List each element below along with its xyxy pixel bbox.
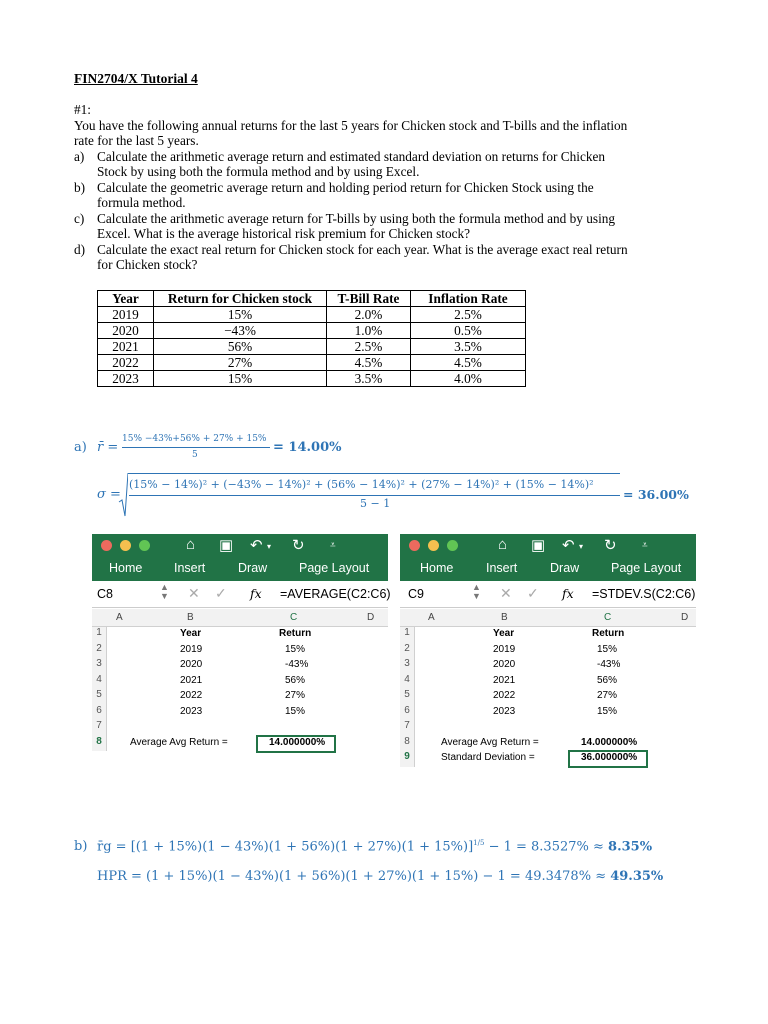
returns-table: [97, 290, 526, 387]
undo-dropdown-icon[interactable]: ▾: [267, 542, 272, 551]
cell-return-header[interactable]: Return: [279, 628, 312, 639]
cell-return[interactable]: 56%: [285, 674, 306, 686]
table-cell: 4.0%: [411, 371, 526, 387]
fx-icon[interactable]: fx: [250, 586, 262, 601]
answer-a-numerator: 15% −43%+56% + 27% + 15%: [122, 434, 267, 444]
excel-titlebar: [92, 534, 388, 557]
question-item-a-cont: Stock by using both the formula method and by using Excel.: [97, 164, 420, 179]
enter-check-icon[interactable]: ✓: [215, 585, 227, 601]
cell-avg-value[interactable]: 14.000000%: [581, 736, 638, 748]
cell-sd-value[interactable]: 36.000000%: [581, 752, 638, 763]
column-headers: [92, 609, 388, 627]
answer-b-label: b): [74, 839, 88, 854]
cell-return[interactable]: 27%: [285, 690, 306, 701]
row-number[interactable]: 3: [400, 658, 415, 674]
tab-page-layout[interactable]: Page Layout: [611, 561, 682, 575]
cell-year-header[interactable]: Year: [493, 628, 515, 639]
sqrt-overline: [128, 473, 620, 474]
sigma-result: = 36.00%: [623, 487, 689, 502]
tab-insert[interactable]: Insert: [174, 561, 206, 575]
table-cell: 2.5%: [411, 307, 526, 323]
tab-page-layout[interactable]: Page Layout: [299, 561, 370, 575]
row-number[interactable]: 2: [92, 643, 107, 659]
table-header-row: [98, 291, 526, 307]
formula-input[interactable]: =AVERAGE(C2:C6): [280, 587, 391, 601]
save-icon[interactable]: ▣: [219, 537, 234, 554]
fraction-bar: [122, 447, 270, 448]
sheet-row: [92, 705, 388, 721]
cell-year[interactable]: 2023: [493, 705, 516, 717]
cell-return[interactable]: -43%: [285, 659, 309, 670]
sheet-row: [92, 736, 388, 752]
cell-year[interactable]: 2021: [180, 674, 203, 686]
close-dot-icon[interactable]: [101, 540, 112, 551]
table-cell: 15%: [154, 307, 327, 323]
sheet-row: [400, 689, 696, 705]
cell-avg-label[interactable]: Average Avg Return =: [130, 736, 228, 748]
row-number[interactable]: 9: [400, 751, 415, 767]
sheet-row: [92, 627, 388, 643]
cell-year[interactable]: 2021: [493, 674, 516, 686]
sheet-row: [92, 689, 388, 705]
row-number[interactable]: 7: [92, 720, 107, 736]
cell-return[interactable]: -43%: [597, 659, 621, 670]
redo-icon[interactable]: ↻: [292, 537, 305, 554]
row-number[interactable]: 6: [92, 705, 107, 721]
table-header: T-Bill Rate: [327, 291, 411, 307]
cell-return[interactable]: 15%: [285, 705, 306, 717]
answer-a-result: = 14.00%: [273, 440, 342, 455]
undo-dropdown-icon[interactable]: ▾: [579, 542, 584, 551]
table-cell: −43%: [154, 323, 327, 339]
table-cell: 2022: [98, 355, 154, 371]
table-cell: 4.5%: [411, 355, 526, 371]
selected-cell-border: [256, 735, 336, 753]
sigma-numerator: (15% − 14%)² + (−43% − 14%)² + (56% − 14%)² + (27% − 14%)² + (15% − 14%)²: [129, 478, 594, 491]
fx-icon[interactable]: fx: [562, 586, 574, 601]
ribbon-tabs: [92, 557, 388, 581]
customize-toolbar-icon[interactable]: ⩡: [330, 540, 336, 551]
row-number[interactable]: 1: [92, 627, 107, 643]
column-header[interactable]: C: [604, 612, 612, 623]
row-number[interactable]: 4: [92, 674, 107, 690]
row-number[interactable]: 6: [400, 705, 415, 721]
excel-window-average: [92, 534, 391, 782]
name-box[interactable]: C9: [408, 587, 424, 601]
formula-bar: [92, 581, 391, 608]
table-row: [98, 355, 526, 371]
cell-return[interactable]: 15%: [597, 643, 618, 655]
table-cell: 3.5%: [411, 339, 526, 355]
tab-insert[interactable]: Insert: [486, 561, 518, 575]
sheet-grid[interactable]: [400, 609, 696, 767]
home-icon[interactable]: ⌂: [498, 536, 508, 553]
formula-bar: [400, 581, 696, 608]
column-header[interactable]: A: [428, 612, 435, 623]
undo-icon[interactable]: ↶: [250, 537, 263, 554]
cell-return[interactable]: 15%: [285, 643, 306, 655]
row-number[interactable]: 3: [92, 658, 107, 674]
customize-toolbar-icon[interactable]: ⩡: [642, 540, 648, 551]
question-item-b: b) Calculate the geometric average return and holding period return for Chicken Stock using the: [74, 180, 594, 195]
column-headers: [400, 609, 696, 627]
tab-home[interactable]: Home: [109, 561, 143, 575]
sheet-grid[interactable]: [92, 609, 388, 751]
cell-year[interactable]: 2022: [180, 690, 203, 701]
sheet-row: [92, 674, 388, 690]
cancel-icon[interactable]: ✕: [500, 585, 512, 601]
cell-return[interactable]: 15%: [597, 705, 618, 717]
tab-home[interactable]: Home: [420, 561, 454, 575]
sheet-row: [400, 751, 696, 767]
sheet-row: [92, 643, 388, 659]
table-cell: 0.5%: [411, 323, 526, 339]
table-row: [98, 323, 526, 339]
cell-year[interactable]: 2019: [180, 643, 203, 655]
excel-window-stdev: [400, 534, 696, 782]
table-cell: 2019: [98, 307, 154, 323]
question-number: #1:: [74, 102, 91, 117]
tab-draw[interactable]: Draw: [550, 561, 580, 575]
table-row: [98, 339, 526, 355]
column-header[interactable]: C: [290, 612, 298, 623]
minimize-dot-icon[interactable]: [120, 540, 131, 551]
excel-titlebar: [400, 534, 696, 557]
hpr-formula: HPR = (1 + 15%)(1 − 43%)(1 + 56%)(1 + 27%)(1 + 15%) − 1 = 49.3478% ≈ 49.35%: [97, 869, 664, 884]
table-cell: 2021: [98, 339, 154, 355]
cell-avg-label[interactable]: Average Avg Return =: [441, 736, 539, 748]
intro-line-2: rate for the last 5 years.: [74, 133, 199, 148]
intro-line-1: You have the following annual returns for the last 5 years for Chicken stock and T-bills and the inflation: [74, 118, 628, 133]
answer-a-denominator: 5: [192, 450, 198, 460]
sheet-row: [400, 736, 696, 752]
column-header[interactable]: D: [681, 612, 689, 623]
question-item-b-cont: formula method.: [97, 195, 186, 210]
sheet-row: [400, 720, 696, 736]
geometric-average-formula: r̄g = $[(1 + 15\%)(1 - 43\%)(1 + 56\%)(1 + 27\%)(1 + 15\%)]^{1/5} - 1 = 8.3527\% \approx 8.35\%$: [97, 839, 653, 855]
table-cell: 3.5%: [327, 371, 411, 387]
enter-check-icon[interactable]: ✓: [527, 585, 539, 601]
selected-cell-border: [568, 750, 648, 768]
sqrt-symbol: [118, 472, 128, 517]
column-header[interactable]: B: [187, 612, 194, 623]
table-header: Year: [98, 291, 154, 307]
question-item-c: c) Calculate the arithmetic average return for T-bills by using both the formula method and by using: [74, 211, 616, 226]
table-cell: 4.5%: [327, 355, 411, 371]
tab-draw[interactable]: Draw: [238, 561, 268, 575]
question-item-a: a) Calculate the arithmetic average return and estimated standard deviation on returns for Chicken: [74, 149, 606, 164]
close-dot-icon[interactable]: [409, 540, 420, 551]
home-icon[interactable]: ⌂: [186, 536, 196, 553]
column-header[interactable]: B: [501, 612, 508, 623]
cell-year[interactable]: 2020: [180, 659, 203, 670]
sheet-row: [400, 658, 696, 674]
table-cell: 2020: [98, 323, 154, 339]
zoom-dot-icon[interactable]: [447, 540, 458, 551]
table-cell: 2.0%: [327, 307, 411, 323]
row-number[interactable]: 5: [92, 689, 107, 705]
sheet-row: [400, 705, 696, 721]
row-number[interactable]: 8: [92, 736, 107, 752]
undo-icon[interactable]: ↶: [562, 537, 575, 554]
answer-a-rbar: r̄ =: [97, 440, 119, 455]
cell-year[interactable]: 2023: [180, 705, 203, 717]
zoom-dot-icon[interactable]: [139, 540, 150, 551]
question-item-c-cont: Excel. What is the average historical risk premium for Chicken stock?: [97, 226, 471, 241]
question-item-d: d) Calculate the exact real return for Chicken stock for each year. What is the average exact real return: [74, 242, 628, 257]
table-header: Return for Chicken stock: [154, 291, 327, 307]
cell-year[interactable]: 2020: [493, 659, 516, 670]
cell-sd-label[interactable]: Standard Deviation =: [441, 752, 535, 763]
cell-year[interactable]: 2022: [493, 690, 516, 701]
cell-return[interactable]: 56%: [597, 674, 618, 686]
table-cell: 2023: [98, 371, 154, 387]
row-number[interactable]: 5: [400, 689, 415, 705]
sheet-row: [400, 643, 696, 659]
table-cell: 1.0%: [327, 323, 411, 339]
sigma-fraction-bar: [129, 495, 620, 496]
sigma-symbol: σ =: [97, 487, 121, 502]
ribbon-tabs: [400, 557, 696, 581]
row-number[interactable]: 1: [400, 627, 415, 643]
row-number[interactable]: 8: [400, 736, 415, 752]
save-icon[interactable]: ▣: [531, 537, 546, 554]
name-box-stepper-icon[interactable]: ▲ ▼: [472, 582, 481, 601]
column-header[interactable]: A: [116, 612, 123, 623]
table-row: [98, 371, 526, 387]
cell-avg-value[interactable]: 14.000000%: [269, 736, 326, 748]
row-number[interactable]: 4: [400, 674, 415, 690]
cancel-icon[interactable]: ✕: [188, 585, 200, 601]
document-title: FIN2704/X Tutorial 4: [74, 71, 198, 86]
name-box-stepper-icon[interactable]: ▲ ▼: [160, 582, 169, 601]
table-header: Inflation Rate: [411, 291, 526, 307]
sheet-row: [400, 674, 696, 690]
sheet-row: [92, 720, 388, 736]
sheet-row: [400, 627, 696, 643]
name-box[interactable]: C8: [97, 587, 113, 601]
question-item-d-cont: for Chicken stock?: [97, 257, 198, 272]
row-number[interactable]: 2: [400, 643, 415, 659]
table-cell: 27%: [154, 355, 327, 371]
column-header[interactable]: D: [367, 612, 375, 623]
table-cell: 15%: [154, 371, 327, 387]
redo-icon[interactable]: ↻: [604, 537, 617, 554]
sigma-denominator: 5 − 1: [360, 497, 391, 510]
table-cell: 56%: [154, 339, 327, 355]
cell-year[interactable]: 2019: [493, 643, 516, 655]
answer-a-label: a): [74, 440, 87, 455]
row-number[interactable]: 7: [400, 720, 415, 736]
sheet-row: [92, 658, 388, 674]
cell-year-header[interactable]: Year: [180, 628, 202, 639]
formula-input[interactable]: =STDEV.S(C2:C6): [592, 587, 696, 601]
cell-return[interactable]: 27%: [597, 690, 618, 701]
cell-return-header[interactable]: Return: [592, 628, 625, 639]
table-cell: 2.5%: [327, 339, 411, 355]
table-row: [98, 307, 526, 323]
minimize-dot-icon[interactable]: [428, 540, 439, 551]
